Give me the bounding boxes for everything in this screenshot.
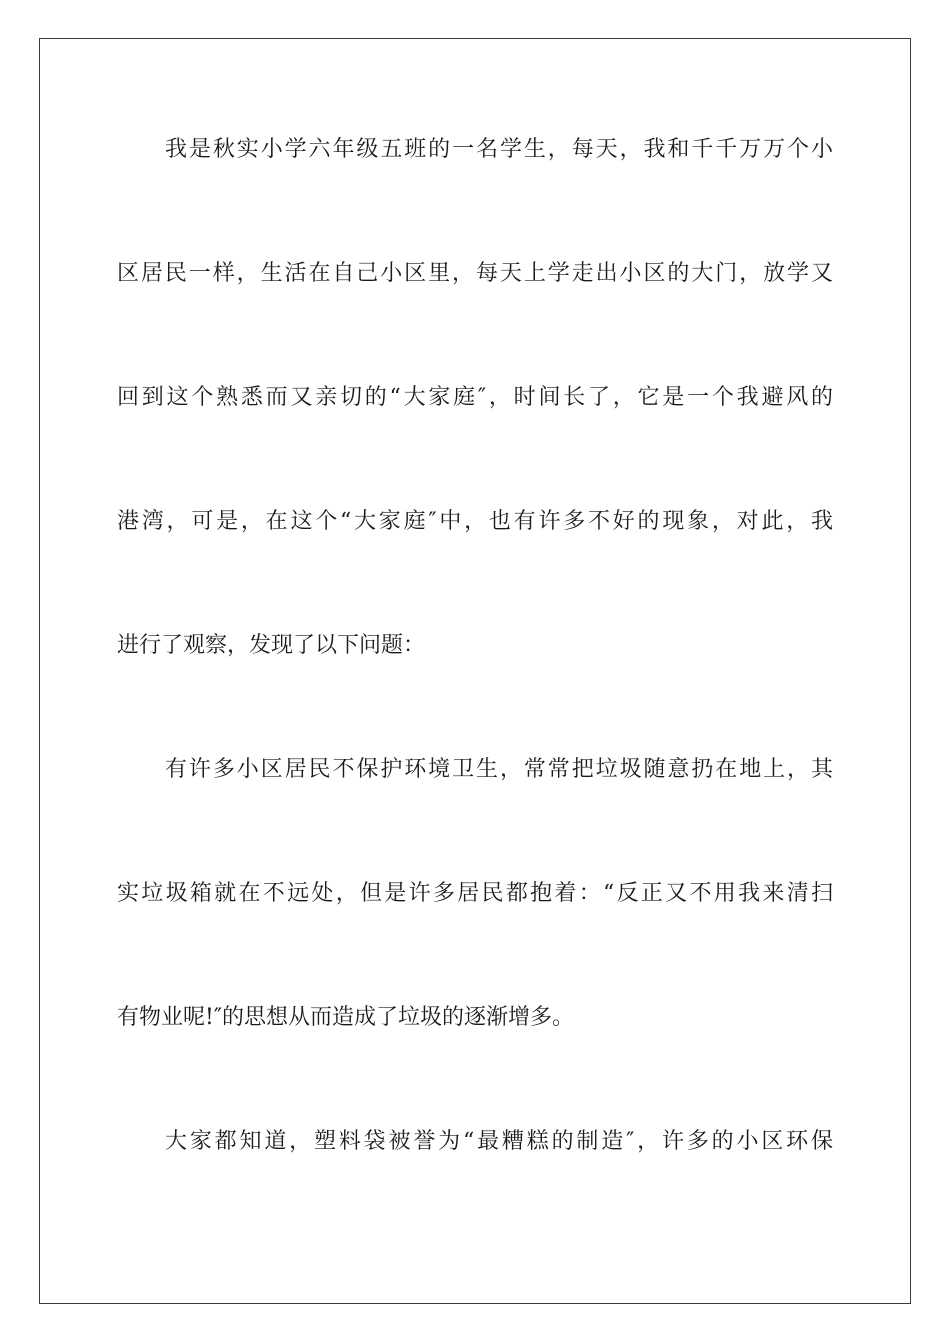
paragraph-2-line-1: 有许多小区居民不保护环境卫生，常常把垃圾随意扔在地上，其	[165, 757, 833, 782]
paragraph-2-line-2: 实垃圾箱就在不远处，但是许多居民都抱着：“反正又不用我来清扫	[117, 881, 833, 906]
paragraph-1-line-4: 港湾，可是，在这个“大家庭″中，也有许多不好的现象，对此，我	[117, 509, 833, 534]
paragraph-3-line-1: 大家都知道，塑料袋被誉为“最糟糕的制造″，许多的小区环保	[165, 1129, 833, 1154]
paragraph-1-line-1: 我是秋实小学六年级五班的一名学生，每天，我和千千万万个小	[165, 137, 833, 162]
paragraph-1-line-5: 进行了观察，发现了以下问题：	[117, 633, 426, 658]
paragraph-1-line-2: 区居民一样，生活在自己小区里，每天上学走出小区的大门，放学又	[117, 261, 833, 286]
paragraph-2-line-3: 有物业呢!″的思想从而造成了垃圾的逐渐增多。	[117, 1005, 575, 1030]
page-border	[39, 38, 911, 1304]
paragraph-1-line-3: 回到这个熟悉而又亲切的“大家庭″，时间长了，它是一个我避风的	[117, 385, 833, 410]
